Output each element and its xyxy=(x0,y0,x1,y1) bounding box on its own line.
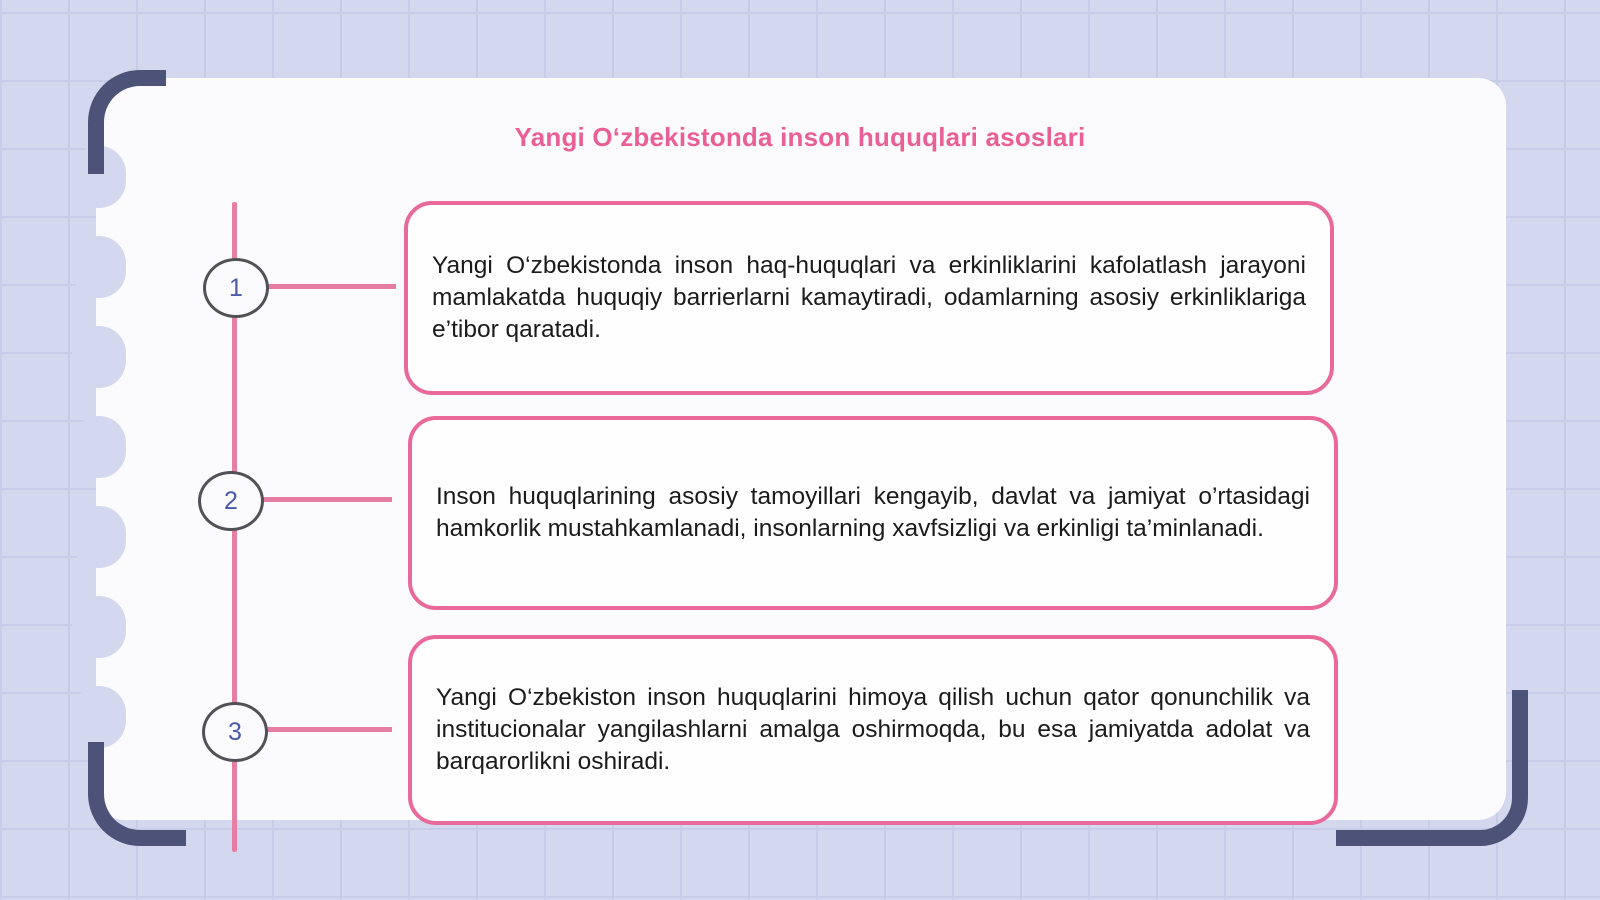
slide-title: Yangi Oʻzbekistonda inson huquqlari asoslari xyxy=(514,122,1086,152)
frame-corner-bottom-right xyxy=(1336,690,1528,846)
paper-notch xyxy=(72,506,126,568)
timeline-connector xyxy=(266,727,392,732)
timeline-card-text: Yangi O‘zbekistonda inson haq-huquqlari va erkinliklarini kafolatlash jarayoni mamlakatda huquqiy barrierlarni kamaytiradi, odamlarning asosiy erkinliklariga e’tibor qaratadi. xyxy=(432,252,1306,343)
step-number-2: 2 xyxy=(198,471,264,531)
timeline-card-text: Yangi O‘zbekiston inson huquqlarini himoya qilish uchun qator qonunchilik va institucionalar yangilashlarni amalga oshirmoqda, bu esa jamiyatda adolat va barqarorlikni oshiradi. xyxy=(436,684,1310,775)
paper-notch xyxy=(72,416,126,478)
step-number-1: 1 xyxy=(203,258,269,318)
paper-notch xyxy=(72,236,126,298)
timeline-card-1 xyxy=(404,201,1334,395)
timeline-card-3 xyxy=(408,635,1338,825)
step-number-3: 3 xyxy=(202,702,268,762)
timeline-connector xyxy=(262,497,392,502)
paper-notch xyxy=(72,326,126,388)
timeline-card-2 xyxy=(408,416,1338,610)
timeline-connector xyxy=(266,284,396,289)
paper-notch xyxy=(72,596,126,658)
paper-notch xyxy=(72,686,126,748)
frame-corner-bottom-left xyxy=(88,742,186,846)
timeline-card-text: Inson huquqlarining asosiy tamoyillari kengayib, davlat va jamiyat o’rtasidagi hamkorlik mustahkamlanadi, insonlarning xavfsizligi va erkinligi ta’minlanadi. xyxy=(436,483,1310,542)
